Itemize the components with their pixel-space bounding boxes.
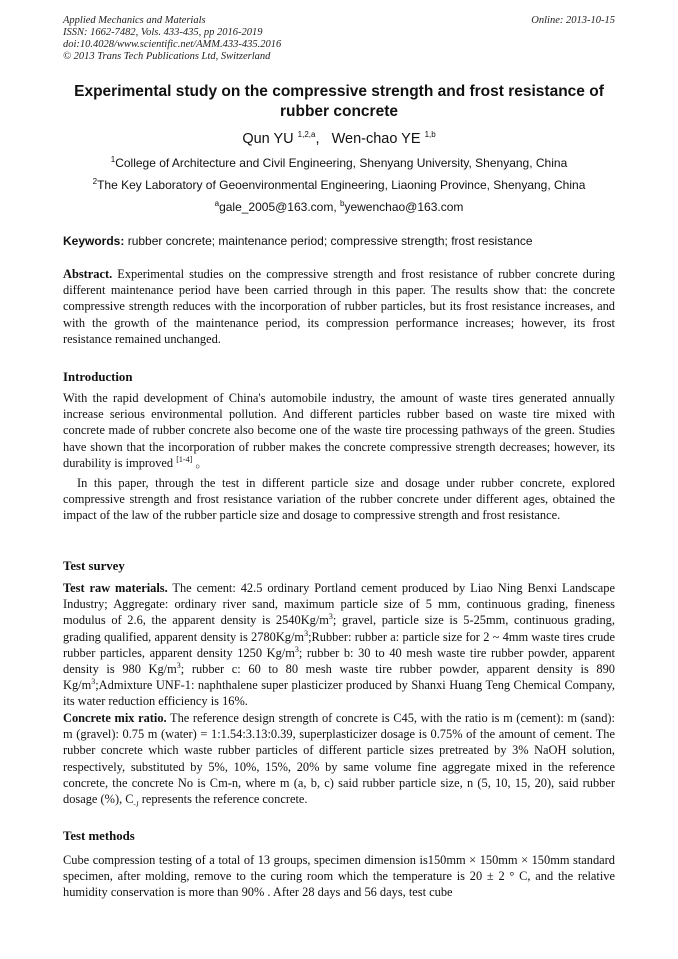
raw-materials-label: Test raw materials. — [63, 581, 168, 595]
paragraph-text: represents the reference concrete. — [138, 792, 308, 807]
issn-line: ISSN: 1662-7482, Vols. 433-435, pp 2016-2019 — [63, 27, 263, 38]
paragraph-text: 。 — [192, 455, 208, 470]
email-marker: b — [340, 199, 345, 208]
paragraph-text: ;Rubber: rubber a: particle size for 2 ~ 4mm waste tires crude rubber particles, apparent density 1250 Kg/m — [63, 629, 615, 660]
test-methods-heading: Test methods — [63, 829, 135, 843]
paragraph-text: ; rubber c: 60 to 80 mesh waste tire rubber powder, apparent density is 890 Kg/m — [63, 662, 615, 693]
superscript: 3 — [328, 612, 333, 622]
affiliation-text: The Key Laboratory of Geoenvironmental Engineering, Liaoning Province, Shenyang, China — [97, 178, 586, 192]
paragraph-text: ; rubber b: 30 to 40 mesh waste tire rubber powder, apparent density is 980 Kg/m — [63, 645, 615, 677]
affiliation-text: College of Architecture and Civil Engineering, Shenyang University, Shenyang, China — [115, 156, 568, 170]
keywords-text: rubber concrete; maintenance period; compressive strength; frost resistance — [127, 234, 533, 248]
abstract — [63, 266, 615, 347]
paragraph-text: The reference design strength of concrete is C45, with the ratio is m (cement): m (sand): m (gravel): 0.75 m (water) = 1:1.54:3.13:0.39, superplasticizer dosage is 0.75% of the amount of cement. The rubber concrete which waste rubber particles of different particle sizes pretreated by 3% NaOH solution, respectively, substituted by 5%, 10%, 15%, 20% by same volume fine aggregate mixed in the reference concrete, the concrete No is Cm-n, where m (a, b, c) said rubber particle size, n (5, 10, 15, 20), said rubber dosage (%), C — [63, 711, 616, 807]
paragraph-text: ;Admixture UNF-1: naphthalene super plasticizer produced by Shanxi Huang Teng Chemical Company, its water reduction efficiency is 16%. — [63, 678, 615, 709]
journal-name: Applied Mechanics and Materials — [63, 15, 206, 26]
author-name: Wen-chao YE — [331, 131, 421, 147]
introduction-heading: Introduction — [63, 370, 133, 384]
author-affiliation-marker: 1,2,a — [297, 130, 316, 140]
abstract-text: Experimental studies on the compressive strength and frost resistance of rubber concrete during different maintenance period have been carried through in this paper. The results show that: the concrete compressive strength reduces with the incorporation of rubber particles, but its frost resistance increases, and with the growth of the maintenance period, its compression performance increases; however, its frost resistance remained unchanged. — [63, 267, 615, 346]
paragraph-text: The cement: 42.5 ordinary Portland cement produced by Liao Ning Benxi Landscape Industry; Aggregate: ordinary river sand, maximum particle size of 5 mm, continuous grading, fineness modulus of 2.6, the apparent density is 2540Kg/m — [63, 581, 615, 628]
affiliation-2 — [63, 178, 615, 192]
superscript: 3 — [294, 644, 299, 654]
introduction-paragraph-1 — [63, 390, 615, 471]
introduction-paragraph-2: In this paper, through the test in different particle size and dosage under rubber concrete, explored compressive strength and frost resistance variation of the rubber concrete under different ages, obtained the impact of the law of the rubber particle size and dosage to compressive strength and frost resistance. — [63, 476, 615, 523]
superscript: 3 — [304, 628, 309, 638]
paragraph-text: ; gravel, particle size is 5-25mm, continuous grading, grading qualified, apparent density is 2780Kg/m — [63, 613, 615, 644]
superscript: 3 — [176, 660, 181, 670]
doi-line: doi:10.4028/www.scientific.net/AMM.433-435.2016 — [63, 39, 282, 50]
email-marker: a — [214, 199, 220, 208]
affiliation-marker: 1 — [110, 155, 116, 164]
paper-title: Experimental study on the compressive strength and frost resistance of rubber concrete — [74, 83, 604, 120]
superscript: 3 — [91, 677, 96, 687]
test-survey-heading: Test survey — [63, 559, 125, 573]
test-methods-paragraph: Cube compression testing of a total of 13 groups, specimen dimension is150mm × 150mm × 150mm standard specimen, after molding, remove to the curing room which the temperature is 20 ± 2 ° C, and the relative humidity conservation is more than 90% . After 28 days and 56 days, test cube — [63, 853, 615, 900]
subscript: -J — [133, 800, 139, 809]
author-affiliation-marker: 1,b — [424, 130, 436, 140]
abstract-label: Abstract. — [63, 267, 113, 281]
affiliation-1 — [63, 156, 615, 170]
copyright-line: © 2013 Trans Tech Publications Ltd, Switzerland — [63, 51, 271, 62]
journal-header — [63, 15, 281, 63]
author-line: Qun YU $^{1,2,a}$, Wen-chao YE $^{1,b}$ — [242, 130, 436, 147]
paragraph-text: With the rapid development of China's automobile industry, the amount of waste tires generated annually increase serious environmental pollution. And different particles rubber based on waste tire mixed with concrete made of rubber concrete also become one of the waste tire processing pathways of the green. Studies have shown that the incorporation of rubber makes the concrete compressive strength decreases; however, its durability is improved — [63, 391, 615, 470]
online-date: Online: 2013-10-15 — [531, 15, 615, 26]
email-a[interactable]: gale_2005@163.com — [219, 200, 334, 214]
author-name: Qun YU — [242, 131, 294, 147]
affiliation-marker: 2 — [92, 177, 98, 186]
citation[interactable]: [1-4] — [176, 454, 193, 464]
mix-ratio-paragraph — [63, 710, 615, 807]
keywords — [63, 234, 615, 248]
raw-materials-paragraph — [63, 580, 615, 710]
keywords-label: Keywords: — [63, 234, 125, 248]
mix-ratio-label: Concrete mix ratio. — [63, 711, 167, 725]
email-b[interactable]: yewenchao@163.com — [344, 200, 464, 214]
email-line: $^a$gale_2005@163.com, $^b$yewenchao@163.com — [214, 199, 464, 214]
